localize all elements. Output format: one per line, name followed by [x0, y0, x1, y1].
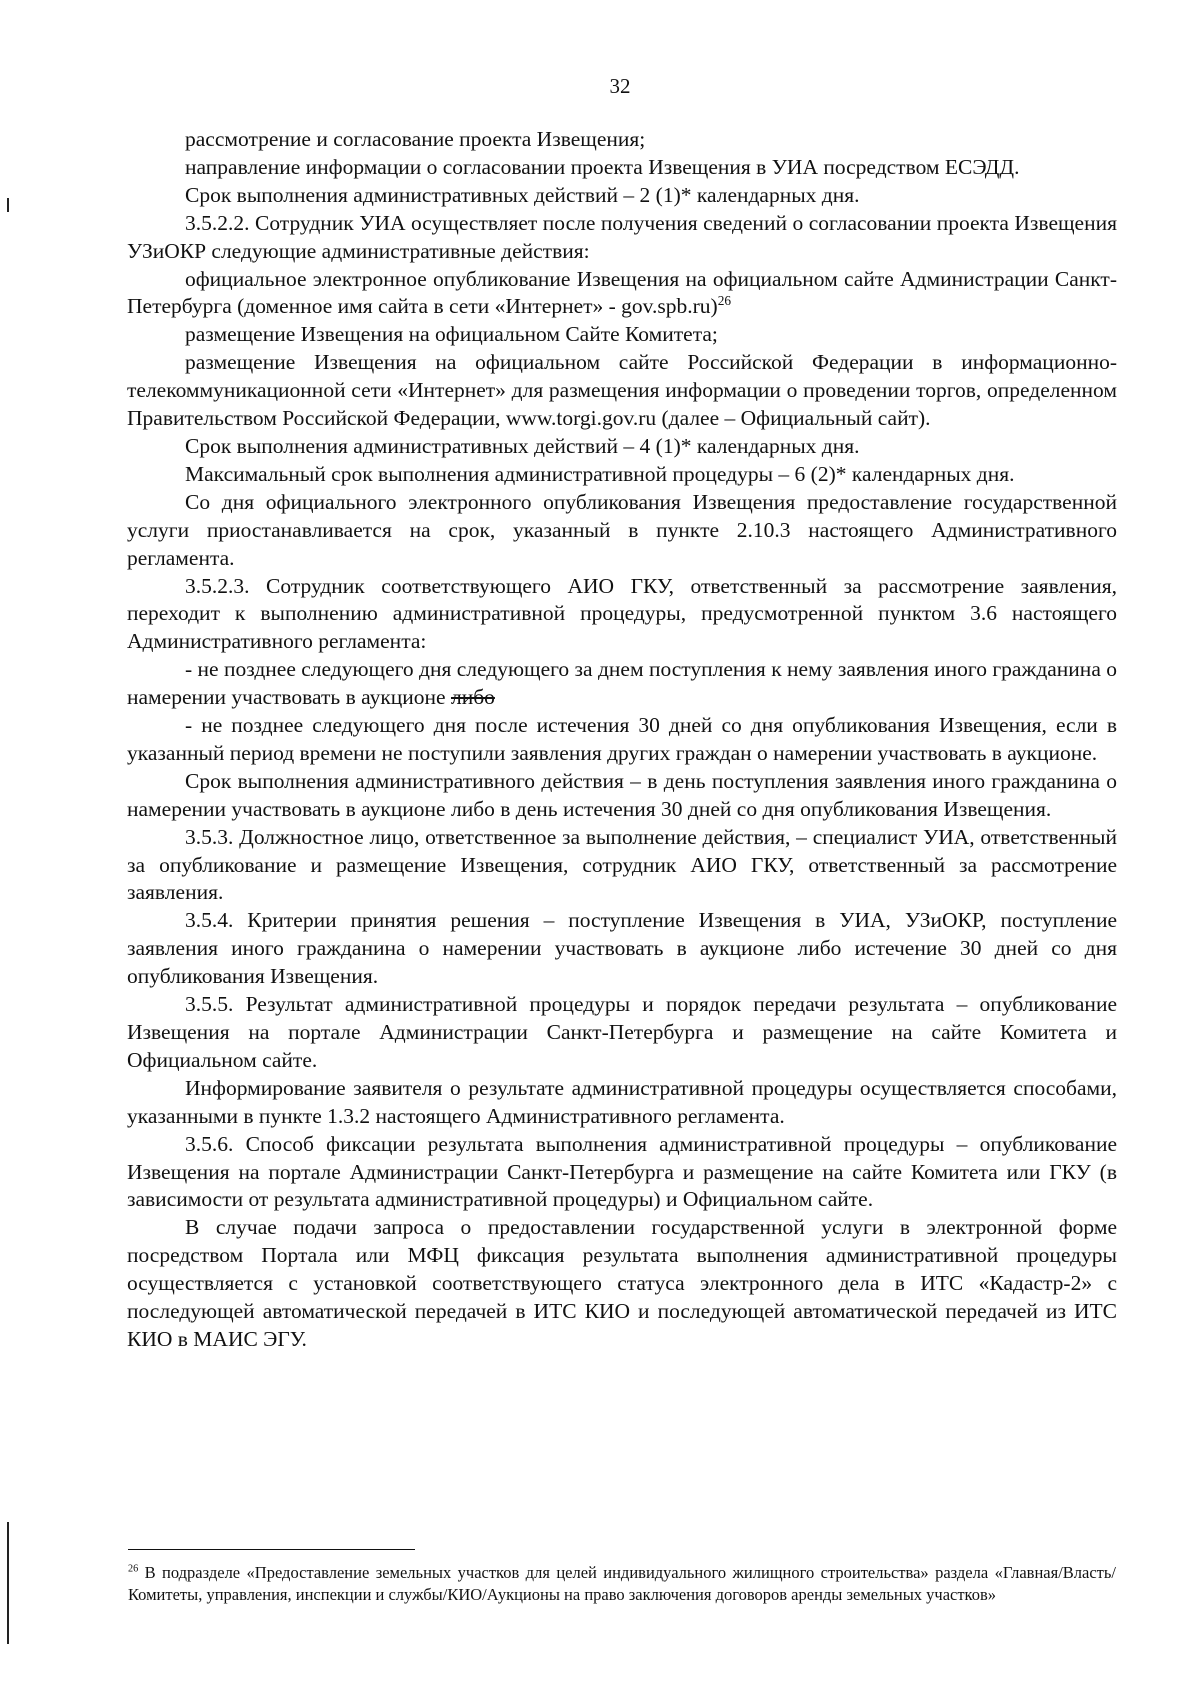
paragraph: рассмотрение и согласование проекта Извещения;: [185, 127, 646, 151]
footnote-marker: 26: [128, 1563, 139, 1575]
paragraph: размещение Извещения на официальном сайте Российской Федерации в информационно-телекоммуникационной сети «Интернет» для размещения информации о проведении торгов, определенном Правительством Российской Федерации, www.torgi.gov.ru (далее – Официальный сайт).: [127, 350, 1117, 431]
paragraph-section-3-5-5: 3.5.5. Результат административной процедуры и порядок передачи результата – опубликование Извещения на портале Администрации Санкт-Петербурга и размещение на сайте Комитета и Официальном сайте.: [127, 992, 1117, 1072]
footnote-text: В подразделе «Предоставление земельных участков для целей индивидуального жилищного строительства» раздела «Главная/Власть/Комитеты, управления, инспекции и службы/КИО/Аукционы на право заключения договоров аренды земельных участков»: [128, 1563, 1116, 1604]
paragraph: Срок выполнения административных действий – 4 (1)* календарных дня.: [185, 433, 860, 458]
paragraph-section-3-5-3: 3.5.3. Должностное лицо, ответственное за выполнение действия, – специалист УИА, ответственный за опубликование и размещение Извещения, сотрудник АИО ГКУ, ответственный за рассмотрение заявления.: [127, 824, 1117, 905]
paragraph: Срок выполнения административных действий – 2 (1)* календарных дня.: [185, 182, 860, 207]
paragraph: размещение Извещения на официальном Сайте Комитета;: [185, 322, 718, 347]
footnote-reference[interactable]: 26: [717, 293, 732, 309]
paragraph: Информирование заявителя о результате административной процедуры осуществляется способами, указанными в пункте 1.3.2 настоящего Административного регламента.: [127, 1075, 1117, 1128]
scan-margin-mark: [7, 198, 9, 212]
footnote-divider: [128, 1549, 415, 1550]
paragraph: направление информации о согласовании проекта Извещения в УИА посредством ЕСЭДД.: [185, 154, 1020, 179]
paragraph: Максимальный срок выполнения административной процедуры – 6 (2)* календарных дня.: [185, 461, 1015, 486]
paragraph: - не позднее следующего дня после истечения 30 дней со дня опубликования Извещения, если в указанный период времени не поступили заявления других граждан о намерении участвовать в аукционе.: [127, 713, 1117, 765]
document-body: [127, 126, 1117, 1354]
paragraph: Со дня официального электронного опубликования Извещения предоставление государственной услуги приостанавливается на срок, указанный в пункте 2.10.3 настоящего Административного регламента.: [127, 489, 1117, 570]
paragraph-section-3-5-2-3: 3.5.2.3. Сотрудник соответствующего АИО ГКУ, ответственный за рассмотрение заявления, переходит к выполнению административной процедуры, предусмотренной пунктом 3.6 настоящего Административного регламента:: [127, 573, 1117, 654]
paragraph-text: официальное электронное опубликование Извещения на официальном сайте Администрации Санкт-Петербурга (доменное имя сайта в сети «Интернет» - gov.spb.ru): [127, 266, 1117, 319]
paragraph: [127, 266, 1117, 322]
struck-text: либо: [450, 685, 495, 710]
paragraph-text: - не позднее следующего дня следующего за днем поступления к нему заявления иного гражданина о намерении участвовать в аукционе: [127, 657, 1117, 710]
paragraph: Срок выполнения административного действия – в день поступления заявления иного гражданина о намерении участвовать в аукционе либо в день истечения 30 дней со дня опубликования Извещения.: [127, 768, 1117, 821]
paragraph-section-3-5-4: 3.5.4. Критерии принятия решения – поступление Извещения в УИА, УЗиОКР, поступление заявления иного гражданина о намерении участвовать в аукционе либо истечение 30 дней со дня опубликования Извещения.: [127, 908, 1117, 989]
scan-margin-mark: [7, 1522, 9, 1644]
footnote: [128, 1562, 1116, 1606]
paragraph: [127, 656, 1117, 712]
paragraph-section-3-5-2-2: 3.5.2.2. Сотрудник УИА осуществляет после получения сведений о согласовании проекта Извещения УЗиОКР следующие административные действия:: [127, 210, 1117, 263]
paragraph-section-3-5-6: 3.5.6. Способ фиксации результата выполнения административной процедуры – опубликование Извещения на портале Администрации Санкт-Петербурга и размещение на сайте Комитета или ГКУ (в зависимости от результата административной процедуры) и Официальном сайте.: [127, 1131, 1117, 1212]
paragraph: В случае подачи запроса о предоставлении государственной услуги в электронной форме посредством Портала или МФЦ фиксация результата выполнения административной процедуры осуществляется с установкой соответствующего статуса электронного дела в ИТС «Кадастр-2» с последующей автоматической передачей в ИТС КИО и последующей автоматической передачей из ИТС КИО в МАИС ЭГУ.: [127, 1215, 1117, 1351]
page-number: 32: [609, 74, 631, 98]
